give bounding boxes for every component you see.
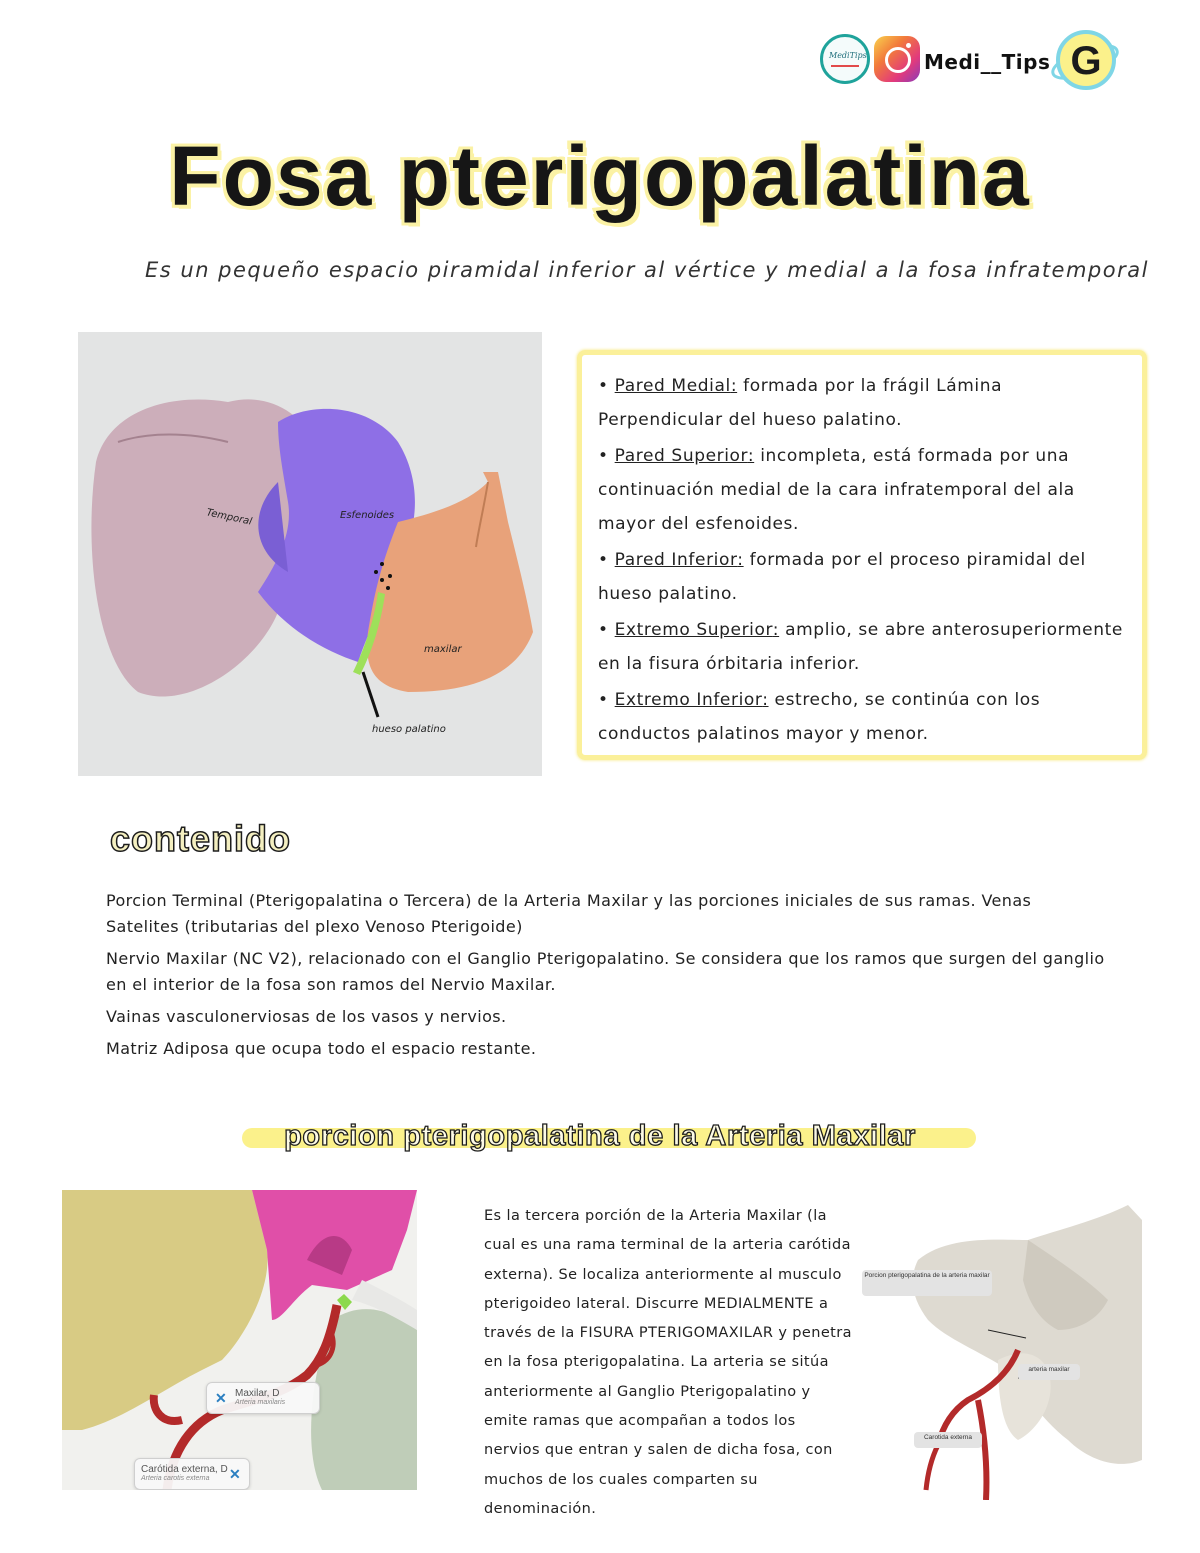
skull-artery-figure: [858, 1200, 1142, 1500]
artery-description: Es la tercera porción de la Arteria Maxilar (la cual es una rama terminal de la arteria carótida externa). Se localiza anteriormente al musculo pterigoideo lateral. Discurre MEDIALMENTE a través de la FISURA PTERIGOMAXILAR y penetra en la fosa pterigopalatina. La arteria se sitúa anteriormente al Ganglio Pterigopalatino y emite ramas que acompañan a todos los nervios que entran y salen de dicha fosa, con muchos de los cuales comparten su denominación.: [484, 1208, 852, 1517]
logo-underline: [831, 65, 859, 67]
g-letter: G: [1070, 39, 1102, 83]
label-esfenoides: Esfenoides: [340, 510, 395, 521]
callout-maxilar[interactable]: ✕ Maxilar, D Arteria maxilaris: [206, 1382, 320, 1414]
label-hueso-palatino: hueso palatino: [372, 724, 446, 735]
skull-lateral-figure: [78, 332, 542, 776]
g-logo-icon: [1048, 26, 1122, 94]
label-maxilar: maxilar: [424, 644, 462, 655]
contenido-heading: contenido: [110, 818, 291, 859]
contenido-line-matriz: Matriz Adiposa que ocupa todo el espacio restante.: [106, 1039, 537, 1058]
wall-item-medial: • Pared Medial: formada por la frágil Lámina Perpendicular del hueso palatino.: [598, 376, 1003, 430]
wall-item-extremo-superior: • Extremo Superior: amplio, se abre anterosuperiormente en la fisura órbitaria inferior.: [598, 620, 1123, 674]
label-temporal: Temporal: [205, 507, 253, 528]
meditips-logo: [820, 34, 870, 84]
close-icon[interactable]: ✕: [229, 1466, 241, 1482]
artery-3d-figure: [62, 1190, 417, 1490]
logo-text: MediTips: [829, 51, 867, 60]
wall-item-inferior: • Pared Inferior: formada por el proceso piramidal del hueso palatino.: [598, 550, 1086, 604]
callout-carotida[interactable]: Carótida externa, D Arteria carotis externa ✕: [134, 1458, 250, 1490]
contenido-line-nervio: Nervio Maxilar (NC V2), relacionado con el Ganglio Pterigopalatino. Se considera que los ramos que surgen del ganglio en el interior de la fosa son ramos del Nervio Maxilar.: [106, 949, 1105, 994]
skull2-illustration: [858, 1200, 1142, 1500]
tag-arteria-maxilar: arteria maxilar: [1018, 1364, 1080, 1380]
walls-box: [577, 350, 1147, 760]
contenido-line-vainas: Vainas vasculonerviosas de los vasos y nervios.: [106, 1007, 507, 1026]
contenido-line-arteria: Porcion Terminal (Pterigopalatina o Tercera) de la Arteria Maxilar y las porciones iniciales de sus ramas. Venas Satelites (tributarias del plexo Venoso Pterigoide): [106, 891, 1032, 936]
artery-illustration: [62, 1190, 417, 1490]
tag-porcion-pterigopalatina: Porcion pterigopalatina de la arteria maxilar: [862, 1270, 992, 1296]
skull-illustration: [78, 332, 542, 776]
page-title: Fosa pterigopalatina: [169, 129, 1031, 223]
tag-carotida-externa: Carotida externa: [914, 1432, 982, 1448]
instagram-icon[interactable]: [874, 36, 920, 82]
wall-item-extremo-inferior: • Extremo Inferior: estrecho, se continúa con los conductos palatinos mayor y menor.: [598, 690, 1041, 744]
subtitle: Es un pequeño espacio piramidal inferior al vértice y medial a la fosa infratemporal: [145, 258, 1149, 282]
section2-heading: porcion pterigopalatina de la Arteria Maxilar: [284, 1120, 916, 1152]
contenido-list: [106, 888, 1106, 1068]
instagram-handle[interactable]: Medi__Tips: [924, 50, 1051, 74]
close-icon[interactable]: ✕: [215, 1390, 227, 1406]
wall-item-superior: • Pared Superior: incompleta, está formada por una continuación medial de la cara infratemporal del ala mayor del esfenoides.: [598, 446, 1075, 534]
